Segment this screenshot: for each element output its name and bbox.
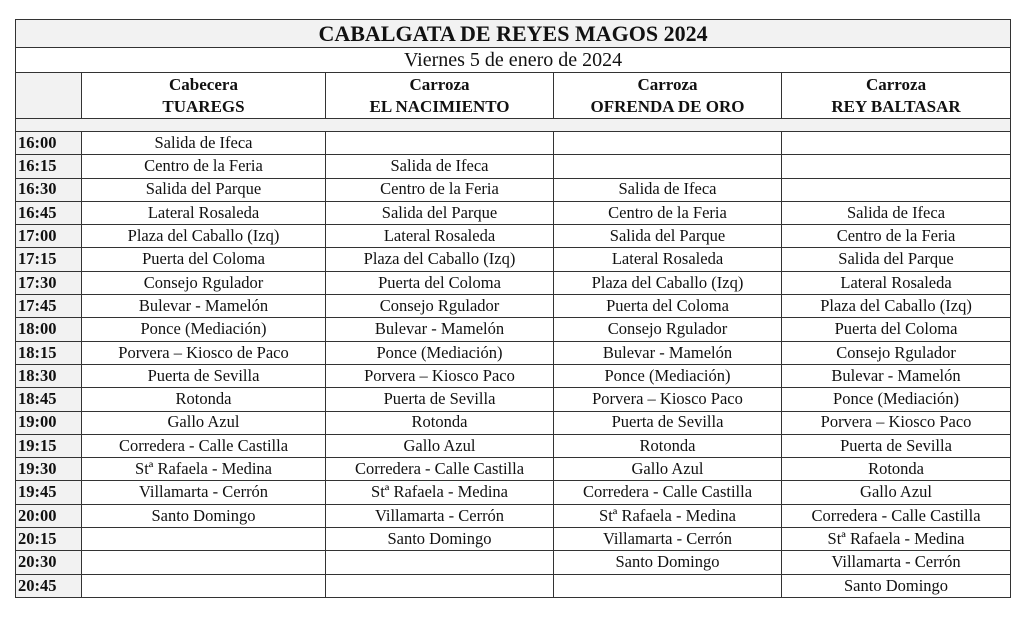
stop-cell: [326, 132, 554, 155]
stop-cell: Bulevar - Mamelón: [82, 295, 326, 318]
table-row: [16, 318, 1011, 341]
time-cell: 20:45: [16, 574, 82, 597]
stop-cell: Corredera - Calle Castilla: [554, 481, 782, 504]
column-header-name: REY BALTASAR: [831, 96, 961, 116]
stop-cell: Plaza del Caballo (Izq): [82, 225, 326, 248]
table-row: [16, 201, 1011, 224]
stop-cell: Salida del Parque: [554, 225, 782, 248]
time-cell: 20:15: [16, 528, 82, 551]
stop-cell: [554, 574, 782, 597]
stop-cell: Puerta de Sevilla: [782, 434, 1011, 457]
time-cell: 20:00: [16, 504, 82, 527]
date-row: [16, 48, 1011, 73]
time-cell: 19:00: [16, 411, 82, 434]
table-row: [16, 434, 1011, 457]
stop-cell: Stª Rafaela - Medina: [326, 481, 554, 504]
stop-cell: [326, 574, 554, 597]
stop-cell: Villamarta - Cerrón: [554, 528, 782, 551]
time-cell: 20:30: [16, 551, 82, 574]
table-row: [16, 481, 1011, 504]
stop-cell: Salida del Parque: [326, 201, 554, 224]
corner-header-cell: [16, 73, 82, 119]
schedule-table: [15, 19, 1011, 598]
document-title: CABALGATA DE REYES MAGOS 2024: [16, 20, 1011, 48]
column-header-name: EL NACIMIENTO: [369, 96, 510, 116]
stop-cell: Santo Domingo: [782, 574, 1011, 597]
time-cell: 16:15: [16, 155, 82, 178]
stop-cell: Salida del Parque: [82, 178, 326, 201]
time-cell: 19:15: [16, 434, 82, 457]
stop-cell: Gallo Azul: [326, 434, 554, 457]
stop-cell: Porvera – Kiosco Paco: [782, 411, 1011, 434]
stop-cell: Corredera - Calle Castilla: [82, 434, 326, 457]
stop-cell: [554, 155, 782, 178]
stop-cell: Salida de Ifeca: [554, 178, 782, 201]
stop-cell: Gallo Azul: [782, 481, 1011, 504]
column-header-type: Carroza: [637, 74, 698, 94]
table-row: [16, 178, 1011, 201]
table-row: [16, 504, 1011, 527]
stop-cell: Puerta del Coloma: [326, 271, 554, 294]
stop-cell: Rotonda: [782, 458, 1011, 481]
stop-cell: Lateral Rosaleda: [554, 248, 782, 271]
time-cell: 18:15: [16, 341, 82, 364]
table-row: [16, 248, 1011, 271]
stop-cell: Corredera - Calle Castilla: [782, 504, 1011, 527]
stop-cell: Plaza del Caballo (Izq): [326, 248, 554, 271]
stop-cell: Centro de la Feria: [782, 225, 1011, 248]
stop-cell: Bulevar - Mamelón: [782, 364, 1011, 387]
column-header: [554, 73, 782, 119]
stop-cell: Centro de la Feria: [326, 178, 554, 201]
stop-cell: Ponce (Mediación): [82, 318, 326, 341]
stop-cell: Rotonda: [326, 411, 554, 434]
stop-cell: Puerta del Coloma: [782, 318, 1011, 341]
stop-cell: [782, 155, 1011, 178]
stop-cell: Bulevar - Mamelón: [326, 318, 554, 341]
time-cell: 17:15: [16, 248, 82, 271]
stop-cell: Gallo Azul: [554, 458, 782, 481]
table-row: [16, 341, 1011, 364]
time-cell: 18:45: [16, 388, 82, 411]
stop-cell: [82, 574, 326, 597]
title-row: [16, 20, 1011, 48]
stop-cell: Salida de Ifeca: [326, 155, 554, 178]
table-row: [16, 364, 1011, 387]
stop-cell: Puerta del Coloma: [82, 248, 326, 271]
stop-cell: Santo Domingo: [326, 528, 554, 551]
time-cell: 18:00: [16, 318, 82, 341]
table-row: [16, 551, 1011, 574]
stop-cell: Consejo Rgulador: [554, 318, 782, 341]
stop-cell: [82, 551, 326, 574]
stop-cell: [554, 132, 782, 155]
stop-cell: Ponce (Mediación): [782, 388, 1011, 411]
table-row: [16, 155, 1011, 178]
stop-cell: Consejo Rgulador: [326, 295, 554, 318]
stop-cell: Centro de la Feria: [82, 155, 326, 178]
stop-cell: Centro de la Feria: [554, 201, 782, 224]
document-date: Viernes 5 de enero de 2024: [16, 48, 1011, 73]
time-cell: 17:30: [16, 271, 82, 294]
stop-cell: Corredera - Calle Castilla: [326, 458, 554, 481]
stop-cell: [82, 528, 326, 551]
table-row: [16, 132, 1011, 155]
column-header-name: TUAREGS: [162, 96, 245, 116]
stop-cell: Salida del Parque: [782, 248, 1011, 271]
stop-cell: Stª Rafaela - Medina: [82, 458, 326, 481]
stop-cell: Stª Rafaela - Medina: [782, 528, 1011, 551]
stop-cell: Gallo Azul: [82, 411, 326, 434]
time-cell: 19:30: [16, 458, 82, 481]
stop-cell: Lateral Rosaleda: [782, 271, 1011, 294]
stop-cell: Rotonda: [554, 434, 782, 457]
stop-cell: Consejo Rgulador: [82, 271, 326, 294]
stop-cell: Plaza del Caballo (Izq): [554, 271, 782, 294]
stop-cell: Lateral Rosaleda: [82, 201, 326, 224]
spacer-cell: [16, 119, 1011, 132]
stop-cell: [782, 178, 1011, 201]
stop-cell: Villamarta - Cerrón: [82, 481, 326, 504]
table-row: [16, 458, 1011, 481]
column-header-name: OFRENDA DE ORO: [590, 96, 745, 116]
column-header: [82, 73, 326, 119]
time-cell: 19:45: [16, 481, 82, 504]
spacer-row: [16, 119, 1011, 132]
stop-cell: Puerta de Sevilla: [554, 411, 782, 434]
stop-cell: Puerta de Sevilla: [326, 388, 554, 411]
table-row: [16, 295, 1011, 318]
time-cell: 16:45: [16, 201, 82, 224]
column-header-type: Cabecera: [169, 74, 238, 94]
stop-cell: Santo Domingo: [554, 551, 782, 574]
time-cell: 17:45: [16, 295, 82, 318]
table-row: [16, 574, 1011, 597]
column-header: [326, 73, 554, 119]
table-row: [16, 411, 1011, 434]
stop-cell: Ponce (Mediación): [326, 341, 554, 364]
stop-cell: Stª Rafaela - Medina: [554, 504, 782, 527]
stop-cell: Ponce (Mediación): [554, 364, 782, 387]
time-cell: 16:30: [16, 178, 82, 201]
time-cell: 17:00: [16, 225, 82, 248]
stop-cell: [782, 132, 1011, 155]
stop-cell: Porvera – Kiosco Paco: [554, 388, 782, 411]
stop-cell: Bulevar - Mamelón: [554, 341, 782, 364]
table-row: [16, 271, 1011, 294]
stop-cell: Puerta del Coloma: [554, 295, 782, 318]
stop-cell: Villamarta - Cerrón: [782, 551, 1011, 574]
stop-cell: Puerta de Sevilla: [82, 364, 326, 387]
column-header-row: [16, 73, 1011, 119]
stop-cell: Rotonda: [82, 388, 326, 411]
stop-cell: Consejo Rgulador: [782, 341, 1011, 364]
stop-cell: Salida de Ifeca: [782, 201, 1011, 224]
stop-cell: Lateral Rosaleda: [326, 225, 554, 248]
stop-cell: Santo Domingo: [82, 504, 326, 527]
table-row: [16, 528, 1011, 551]
stop-cell: Salida de Ifeca: [82, 132, 326, 155]
stop-cell: [326, 551, 554, 574]
stop-cell: Plaza del Caballo (Izq): [782, 295, 1011, 318]
column-header: [782, 73, 1011, 119]
stop-cell: Porvera – Kiosco de Paco: [82, 341, 326, 364]
table-row: [16, 388, 1011, 411]
stop-cell: Porvera – Kiosco Paco: [326, 364, 554, 387]
time-cell: 16:00: [16, 132, 82, 155]
table-row: [16, 225, 1011, 248]
stop-cell: Villamarta - Cerrón: [326, 504, 554, 527]
column-header-type: Carroza: [865, 74, 927, 94]
column-header-type: Carroza: [409, 74, 470, 94]
time-cell: 18:30: [16, 364, 82, 387]
